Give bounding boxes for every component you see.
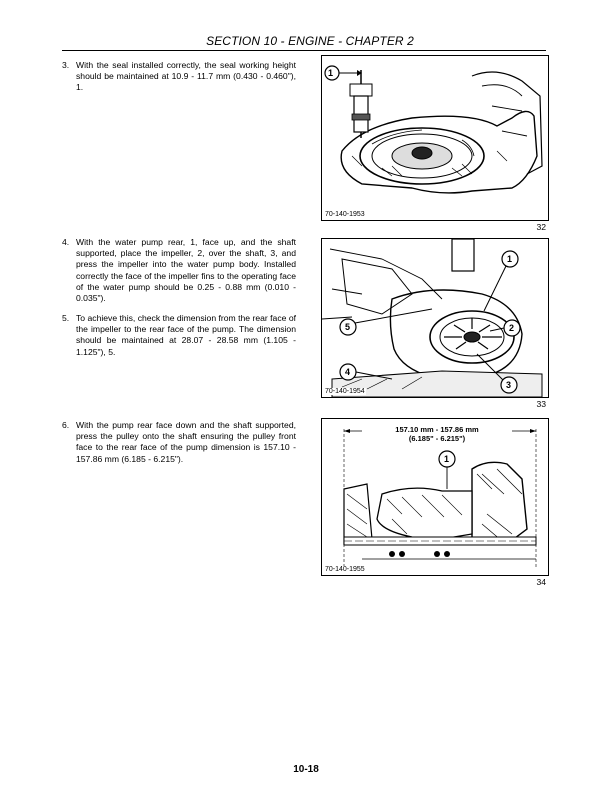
step-number: 5. — [62, 313, 70, 323]
dimension-mm: 157.10 mm - 157.86 mm — [395, 425, 479, 434]
water-pump-seal-drawing — [322, 56, 548, 220]
step-text: With the water pump rear, 1, face up, and the shaft supported, place the impeller, 2, over the shaft, 3, and press the impeller into the water pump body. Installed correctly the face of the impeller fins to the operating face of the water pump should be 0.25 - 0.88 mm (0.010 - 0.035"). — [76, 237, 296, 304]
step-5 — [62, 313, 296, 358]
callout-1-label: 1 — [328, 68, 334, 78]
figure-number: 34 — [536, 577, 546, 587]
callout-1-label: 1 — [507, 254, 513, 264]
step-number: 6. — [62, 420, 70, 430]
figure-32-illustration — [321, 55, 549, 221]
step-text: With the pump rear face down and the shaft supported, press the pulley onto the shaft ensuring the pulley front face to the rear face of the pump dimension is 157.10 - 157.86 mm (6.185 - 6.215"). — [76, 420, 296, 464]
callout-5-label: 5 — [345, 322, 351, 332]
figure-34-illustration — [321, 418, 549, 576]
callout-3-label: 3 — [506, 380, 512, 390]
step-4 — [62, 237, 296, 304]
figure-33-illustration — [321, 238, 549, 398]
callout-4-label: 4 — [345, 367, 351, 377]
header-rule — [62, 50, 546, 51]
figure-id: 70-140-1954 — [325, 388, 365, 395]
step-6 — [62, 420, 296, 465]
figure-number: 33 — [536, 399, 546, 409]
step-text: To achieve this, check the dimension from the rear face of the impeller to the rear face of the pump. The dimension should be maintained at 28.07 - 28.58 mm (1.105 - 1.125"), 5. — [76, 313, 296, 357]
page-number: 10-18 — [293, 764, 319, 775]
pulley-dimension-label — [362, 425, 512, 443]
step-text: With the seal installed correctly, the seal working height should be maintained at 10.9 - 11.7 mm (0.430 - 0.460"), 1. — [76, 60, 296, 93]
dimension-in: (6.185" - 6.215") — [408, 434, 466, 443]
callout-1-label: 1 — [444, 454, 450, 464]
step-number: 4. — [62, 237, 70, 247]
step-number: 3. — [62, 60, 70, 70]
callout-2-label: 2 — [509, 323, 515, 333]
figure-id: 70-140-1953 — [325, 211, 365, 218]
figure-id: 70-140-1955 — [325, 566, 365, 573]
impeller-installation-drawing — [322, 239, 548, 397]
section-header: SECTION 10 - ENGINE - CHAPTER 2 — [206, 34, 414, 48]
figure-number: 32 — [536, 222, 546, 232]
step-3 — [62, 60, 296, 94]
